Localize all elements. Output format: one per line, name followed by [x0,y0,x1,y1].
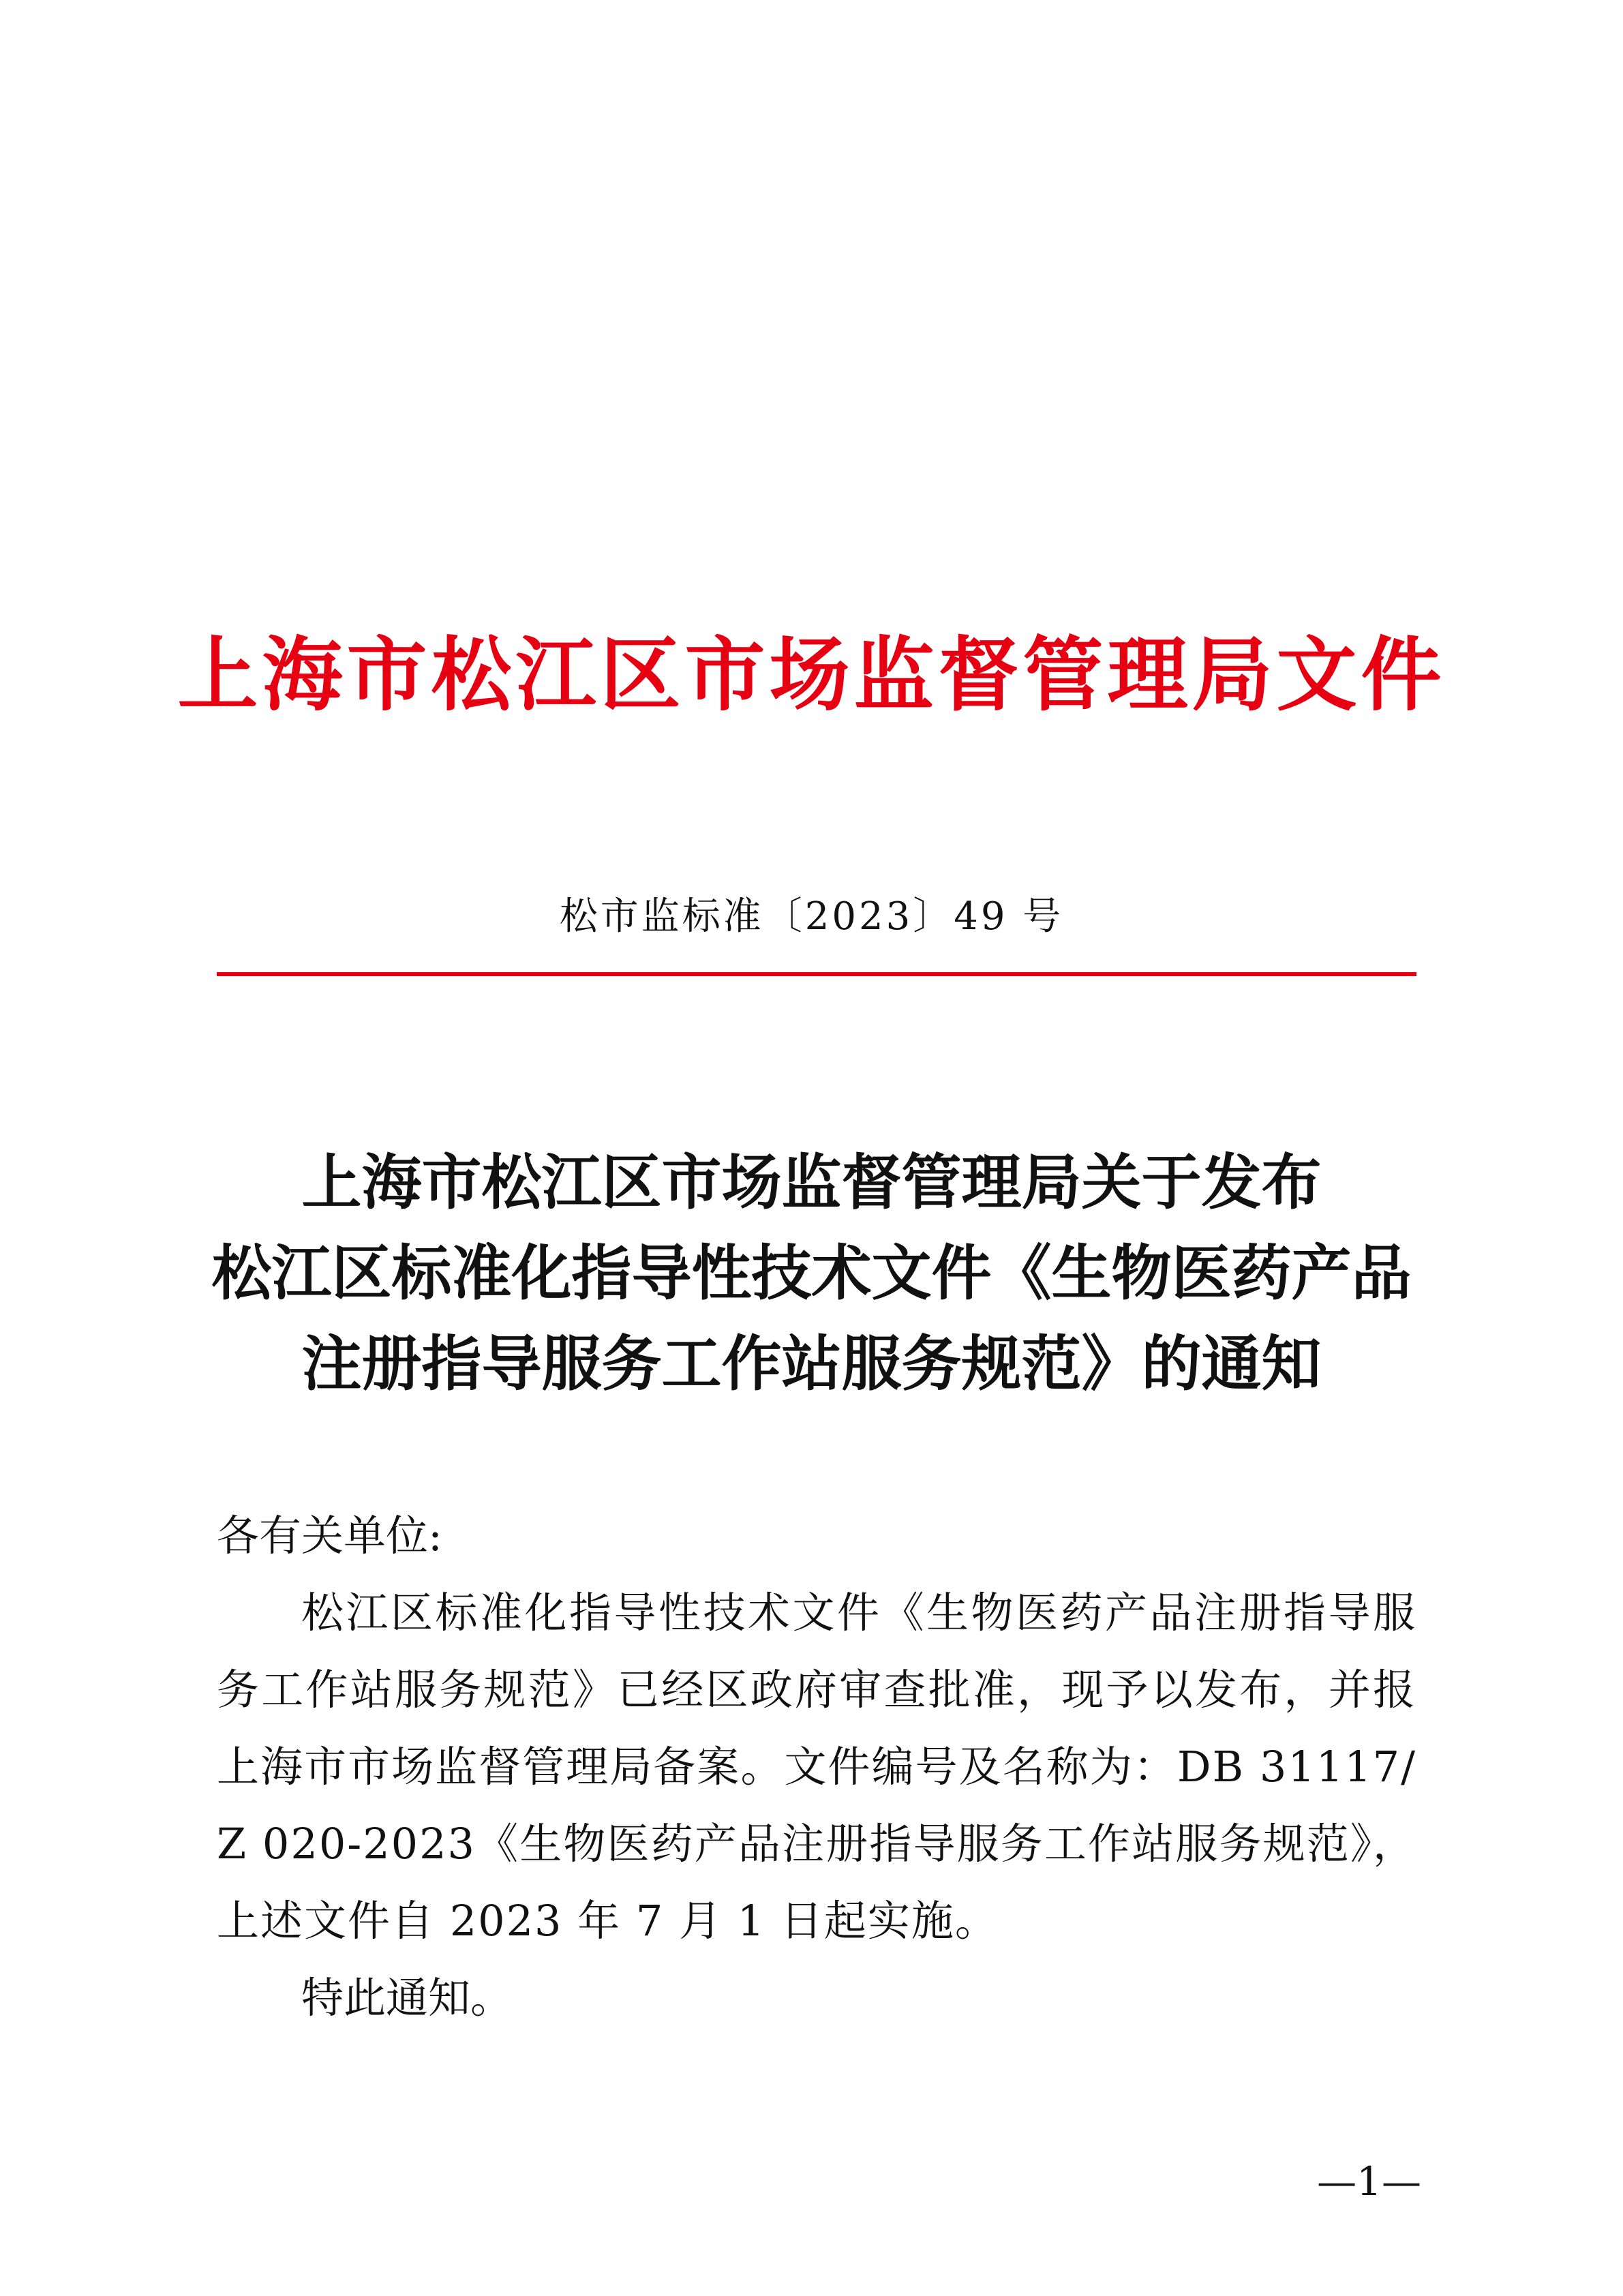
closing-remark: 特此通知。 [301,1973,513,2023]
body-paragraph: 松江区标准化指导性技术文件《生物医药产品注册指导服务工作站服务规范》已经区政府审查批准，现予以发布，并报上海市市场监督管理局备案。文件编号及名称为：DB 31117/Z 020-2023《生物医药产品注册指导服务工作站服务规范》，上述文件自 2023 年 7 月 1 日起实施。 [217,1588,1416,1946]
title-line-1: 上海市松江区市场监督管理局关于发布 [301,1147,1322,1218]
page-number: —1— [1317,2158,1421,2205]
document-number: 松市监标准〔2023〕49 号 [559,894,1064,939]
title-line-3: 注册指导服务工作站服务规范》的通知 [301,1328,1322,1399]
notice-body [217,1497,1416,2036]
title-line-2: 松江区标准化指导性技术文件《生物医药产品 [211,1237,1412,1308]
salutation: 各有关单位: [217,1511,442,1560]
issuer-masthead: 上海市松江区市场监督管理局文件 [177,627,1446,722]
red-separator-line [217,972,1416,976]
notice-title [0,1137,1623,1409]
